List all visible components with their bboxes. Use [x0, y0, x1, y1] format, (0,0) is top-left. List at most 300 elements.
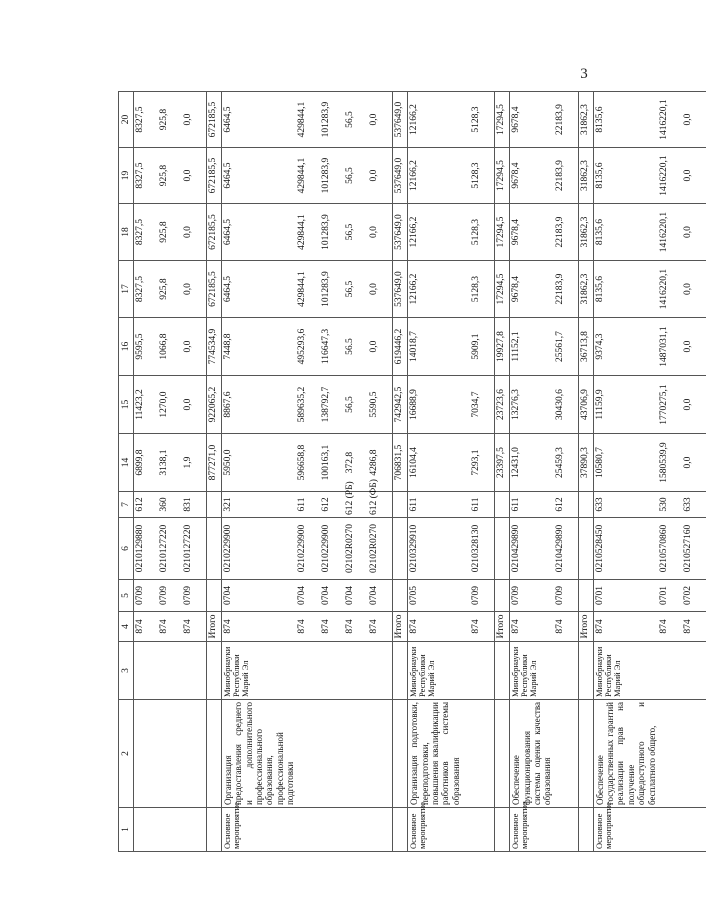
- cell-value: 1487031,1: [658, 318, 682, 376]
- cell-vr: [207, 492, 222, 518]
- cell-value: 9595,5: [134, 318, 159, 376]
- column-header: 14: [119, 434, 134, 492]
- cell-type: [320, 808, 344, 852]
- cell-name: [470, 700, 495, 808]
- cell-rzpr: 0704: [320, 580, 344, 612]
- cell-value: 0,0: [682, 434, 706, 492]
- cell-name: [182, 700, 207, 808]
- cell-value: 56,5: [344, 261, 368, 318]
- cell-rzpr: 0709: [182, 580, 207, 612]
- cell-value: 31862,3: [578, 92, 593, 148]
- table-row: [682, 92, 706, 852]
- cell-value: 1580539,9: [658, 434, 682, 492]
- cell-value: 0,0: [182, 148, 207, 204]
- cell-grbs: 874: [470, 612, 495, 642]
- cell-value: 8135,6: [593, 92, 658, 148]
- total-row: [578, 92, 593, 852]
- cell-executor: [182, 642, 207, 700]
- cell-grbs: Итого: [578, 612, 593, 642]
- cell-value: 8327,5: [134, 148, 159, 204]
- cell-value: 7293,1: [470, 434, 495, 492]
- cell-value: 9678,4: [510, 92, 554, 148]
- page-number: 3: [580, 66, 588, 82]
- cell-rzpr: [393, 580, 408, 612]
- cell-value: 4286,8: [368, 434, 393, 492]
- cell-executor: [344, 642, 368, 700]
- budget-table: [118, 91, 706, 852]
- cell-value: 116647,3: [320, 318, 344, 376]
- cell-value: 537649,0: [393, 261, 408, 318]
- cell-value: 774534,9: [207, 318, 222, 376]
- cell-vr: 611: [510, 492, 554, 518]
- table-row: [158, 92, 182, 852]
- cell-value: 8135,6: [593, 148, 658, 204]
- cell-rzpr: 0701: [658, 580, 682, 612]
- column-header: 19: [119, 148, 134, 204]
- cell-executor: [134, 642, 159, 700]
- cell-type: [682, 808, 706, 852]
- cell-value: 1416220,1: [658, 148, 682, 204]
- rotated-table-container: [118, 92, 693, 852]
- cell-value: 925,8: [158, 204, 182, 261]
- cell-executor: [207, 642, 222, 700]
- cell-value: 596658,8: [296, 434, 320, 492]
- cell-value: 0,0: [368, 204, 393, 261]
- cell-value: 925,8: [158, 92, 182, 148]
- cell-name: [393, 700, 408, 808]
- cell-value: 8135,6: [593, 261, 658, 318]
- cell-rzpr: 0709: [470, 580, 495, 612]
- cell-vr: 612: [554, 492, 579, 518]
- cell-value: 9678,4: [510, 261, 554, 318]
- cell-value: 101283,9: [320, 204, 344, 261]
- table-row: [182, 92, 207, 852]
- cell-value: 742942,5: [393, 376, 408, 434]
- cell-value: 56,5: [344, 148, 368, 204]
- column-header: 20: [119, 92, 134, 148]
- cell-value: 100163,1: [320, 434, 344, 492]
- cell-type: [134, 808, 159, 852]
- cell-value: 37890,3: [578, 434, 593, 492]
- cell-value: 3138,1: [158, 434, 182, 492]
- cell-value: 537649,0: [393, 92, 408, 148]
- cell-value: 429844,1: [296, 204, 320, 261]
- cell-value: 22183,9: [554, 204, 579, 261]
- cell-vr: 611: [408, 492, 471, 518]
- cell-value: 8327,5: [134, 92, 159, 148]
- cell-value: 672185,5: [207, 261, 222, 318]
- cell-type: [207, 808, 222, 852]
- cell-value: 9374,3: [593, 318, 658, 376]
- cell-rzpr: 0709: [134, 580, 159, 612]
- cell-value: 0,0: [182, 92, 207, 148]
- cell-value: 138792,7: [320, 376, 344, 434]
- cell-value: 43706,9: [578, 376, 593, 434]
- cell-value: 0,0: [682, 204, 706, 261]
- cell-type: [658, 808, 682, 852]
- cell-value: 31862,3: [578, 148, 593, 204]
- cell-value: 372,8: [344, 434, 368, 492]
- cell-executor: [158, 642, 182, 700]
- cell-name: Обеспечение функционирования системы оценки качества образования: [510, 700, 554, 808]
- cell-value: 0,0: [368, 318, 393, 376]
- cell-value: 925,8: [158, 148, 182, 204]
- cell-value: 56,5: [344, 376, 368, 434]
- cell-value: 16688,9: [408, 376, 471, 434]
- table-row: [554, 92, 579, 852]
- cell-vr: 360: [158, 492, 182, 518]
- cell-csr: [393, 518, 408, 580]
- cell-csr: 0210127220: [158, 518, 182, 580]
- cell-vr: 611: [470, 492, 495, 518]
- cell-name: [320, 700, 344, 808]
- cell-executor: [658, 642, 682, 700]
- cell-vr: 831: [182, 492, 207, 518]
- cell-value: 22183,9: [554, 92, 579, 148]
- column-header: 6: [119, 518, 134, 580]
- cell-vr: 612: [320, 492, 344, 518]
- cell-value: 877271,0: [207, 434, 222, 492]
- cell-name: [158, 700, 182, 808]
- cell-type: [578, 808, 593, 852]
- cell-executor: Минобрнауки Республики Марий Эл: [510, 642, 554, 700]
- cell-value: 537649,0: [393, 204, 408, 261]
- cell-executor: [578, 642, 593, 700]
- cell-type: [182, 808, 207, 852]
- column-header: 7: [119, 492, 134, 518]
- table-row: [222, 92, 297, 852]
- cell-vr: 611: [296, 492, 320, 518]
- table-row: [593, 92, 658, 852]
- cell-rzpr: [495, 580, 510, 612]
- cell-value: 8327,5: [134, 204, 159, 261]
- cell-value: 12166,2: [408, 92, 471, 148]
- cell-vr: 530: [658, 492, 682, 518]
- cell-value: 5590,5: [368, 376, 393, 434]
- cell-value: 17294,5: [495, 261, 510, 318]
- column-header: 5: [119, 580, 134, 612]
- table-body: [134, 92, 706, 852]
- cell-value: 672185,5: [207, 92, 222, 148]
- column-header: 2: [119, 700, 134, 808]
- cell-value: 11159,9: [593, 376, 658, 434]
- cell-grbs: 874: [682, 612, 706, 642]
- cell-vr: 633: [593, 492, 658, 518]
- cell-value: 10580,7: [593, 434, 658, 492]
- cell-value: 9678,4: [510, 148, 554, 204]
- cell-csr: [207, 518, 222, 580]
- cell-type: [554, 808, 579, 852]
- cell-value: 25561,7: [554, 318, 579, 376]
- cell-value: 6464,5: [222, 148, 297, 204]
- cell-value: 495293,6: [296, 318, 320, 376]
- table-row: [470, 92, 495, 852]
- cell-value: 0,0: [682, 376, 706, 434]
- cell-executor: [554, 642, 579, 700]
- cell-csr: 0210229900: [222, 518, 297, 580]
- cell-vr: 633: [682, 492, 706, 518]
- cell-csr: [495, 518, 510, 580]
- cell-csr: 0210127220: [182, 518, 207, 580]
- cell-grbs: 874: [554, 612, 579, 642]
- cell-vr: 612 (РБ): [344, 492, 368, 518]
- cell-value: 0,0: [368, 92, 393, 148]
- cell-grbs: 874: [368, 612, 393, 642]
- cell-value: 12431,0: [510, 434, 554, 492]
- cell-name: [578, 700, 593, 808]
- cell-grbs: 874: [320, 612, 344, 642]
- cell-csr: 0210129880: [134, 518, 159, 580]
- cell-value: 619446,2: [393, 318, 408, 376]
- table-row: [368, 92, 393, 852]
- cell-value: 0,0: [682, 148, 706, 204]
- cell-csr: 0210570860: [658, 518, 682, 580]
- cell-grbs: 874: [510, 612, 554, 642]
- cell-value: 31862,3: [578, 261, 593, 318]
- cell-type: Основное мероприятие: [222, 808, 297, 852]
- cell-value: 5950,0: [222, 434, 297, 492]
- cell-value: 0,0: [368, 261, 393, 318]
- cell-name: Обеспечение государственных гарантий реализации прав на получение общедоступного и бесплатного общего,: [593, 700, 658, 808]
- cell-csr: [578, 518, 593, 580]
- cell-value: 16104,4: [408, 434, 471, 492]
- cell-value: 9678,4: [510, 204, 554, 261]
- table-row: [344, 92, 368, 852]
- cell-rzpr: 0702: [682, 580, 706, 612]
- cell-executor: [296, 642, 320, 700]
- cell-type: Основное мероприятие: [510, 808, 554, 852]
- cell-value: 8867,6: [222, 376, 297, 434]
- cell-rzpr: 0704: [222, 580, 297, 612]
- cell-rzpr: 0704: [368, 580, 393, 612]
- cell-name: [554, 700, 579, 808]
- column-header: 3: [119, 642, 134, 700]
- cell-type: Основное мероприятие: [408, 808, 471, 852]
- cell-name: [344, 700, 368, 808]
- cell-value: 7034,7: [470, 376, 495, 434]
- cell-csr: 0210229900: [296, 518, 320, 580]
- cell-value: 1770275,1: [658, 376, 682, 434]
- cell-value: 25459,3: [554, 434, 579, 492]
- cell-type: [470, 808, 495, 852]
- cell-value: 11423,2: [134, 376, 159, 434]
- cell-value: 0,0: [682, 92, 706, 148]
- cell-type: [368, 808, 393, 852]
- cell-value: 22183,9: [554, 148, 579, 204]
- cell-value: 17294,5: [495, 204, 510, 261]
- cell-value: 6899,8: [134, 434, 159, 492]
- cell-value: 1416220,1: [658, 204, 682, 261]
- table-row: [510, 92, 554, 852]
- cell-value: 23723,6: [495, 376, 510, 434]
- cell-type: [393, 808, 408, 852]
- cell-executor: [682, 642, 706, 700]
- cell-rzpr: 0705: [408, 580, 471, 612]
- column-header: 15: [119, 376, 134, 434]
- cell-value: 0,0: [182, 376, 207, 434]
- cell-value: 6464,5: [222, 92, 297, 148]
- cell-vr: 612 (ФБ): [368, 492, 393, 518]
- cell-value: 22183,9: [554, 261, 579, 318]
- cell-value: 706831,5: [393, 434, 408, 492]
- cell-rzpr: 0704: [296, 580, 320, 612]
- column-header: 1: [119, 808, 134, 852]
- cell-grbs: Итого: [495, 612, 510, 642]
- column-header: 17: [119, 261, 134, 318]
- total-row: [207, 92, 222, 852]
- cell-vr: 321: [222, 492, 297, 518]
- cell-value: 1416220,1: [658, 261, 682, 318]
- cell-value: 56,5: [344, 92, 368, 148]
- cell-csr: 0210528450: [593, 518, 658, 580]
- cell-value: 14018,7: [408, 318, 471, 376]
- cell-value: 429844,1: [296, 148, 320, 204]
- cell-vr: [495, 492, 510, 518]
- cell-value: 1416220,1: [658, 92, 682, 148]
- cell-grbs: 874: [658, 612, 682, 642]
- cell-grbs: Итого: [207, 612, 222, 642]
- cell-value: 5128,3: [470, 204, 495, 261]
- cell-value: 0,0: [682, 261, 706, 318]
- cell-rzpr: 0701: [593, 580, 658, 612]
- cell-value: 12166,2: [408, 204, 471, 261]
- cell-name: [495, 700, 510, 808]
- cell-value: 56.5: [344, 318, 368, 376]
- cell-rzpr: [207, 580, 222, 612]
- cell-executor: Минобрнауки Республики Марий Эл: [222, 642, 297, 700]
- cell-value: 5128,3: [470, 92, 495, 148]
- cell-value: 17294,5: [495, 92, 510, 148]
- cell-value: 101283,9: [320, 261, 344, 318]
- cell-type: [296, 808, 320, 852]
- total-row: [393, 92, 408, 852]
- cell-value: 429844,1: [296, 261, 320, 318]
- cell-value: 6464,5: [222, 261, 297, 318]
- cell-value: 0,0: [682, 318, 706, 376]
- cell-value: 922065,2: [207, 376, 222, 434]
- table-row: [408, 92, 471, 852]
- cell-value: 6464,5: [222, 204, 297, 261]
- column-header: 16: [119, 318, 134, 376]
- cell-value: 101283,9: [320, 148, 344, 204]
- cell-rzpr: 0704: [344, 580, 368, 612]
- table-row: [296, 92, 320, 852]
- cell-name: [658, 700, 682, 808]
- cell-csr: 0210329910: [408, 518, 471, 580]
- cell-vr: 612: [134, 492, 159, 518]
- cell-grbs: 874: [296, 612, 320, 642]
- cell-rzpr: 0709: [554, 580, 579, 612]
- cell-name: [368, 700, 393, 808]
- cell-value: 0,0: [368, 148, 393, 204]
- cell-value: 5128,3: [470, 148, 495, 204]
- cell-grbs: 874: [344, 612, 368, 642]
- header-row: [119, 92, 134, 852]
- cell-name: Организация предоставления среднего и дополнительного профессионального образования, профессиональной подготовки: [222, 700, 297, 808]
- cell-value: 23397,5: [495, 434, 510, 492]
- cell-name: Организация подготовки, переподготовки, повышения квалификации работников системы образования: [408, 700, 471, 808]
- column-header: 4: [119, 612, 134, 642]
- cell-value: 1270,0: [158, 376, 182, 434]
- cell-grbs: 874: [408, 612, 471, 642]
- column-header: 18: [119, 204, 134, 261]
- cell-type: [158, 808, 182, 852]
- cell-value: 0,0: [182, 318, 207, 376]
- cell-value: 8327,5: [134, 261, 159, 318]
- cell-grbs: 874: [134, 612, 159, 642]
- cell-name: [207, 700, 222, 808]
- cell-value: 13276,3: [510, 376, 554, 434]
- cell-value: 30430,6: [554, 376, 579, 434]
- cell-value: 0,0: [182, 261, 207, 318]
- cell-executor: Минобрнауки Республики Марий Эл: [593, 642, 658, 700]
- cell-grbs: 874: [593, 612, 658, 642]
- cell-executor: [495, 642, 510, 700]
- cell-value: 12166,2: [408, 148, 471, 204]
- cell-value: 5128,3: [470, 261, 495, 318]
- cell-name: [134, 700, 159, 808]
- cell-value: 11152,1: [510, 318, 554, 376]
- table-row: [658, 92, 682, 852]
- cell-name: [682, 700, 706, 808]
- cell-executor: Минобрнауки Республики Марий Эл: [408, 642, 471, 700]
- cell-csr: 02102R0270: [368, 518, 393, 580]
- cell-rzpr: 0709: [510, 580, 554, 612]
- cell-value: 429844,1: [296, 92, 320, 148]
- cell-executor: [393, 642, 408, 700]
- cell-value: 19927,8: [495, 318, 510, 376]
- cell-value: 1066,8: [158, 318, 182, 376]
- cell-value: 36713,8: [578, 318, 593, 376]
- cell-name: [296, 700, 320, 808]
- table-row: [134, 92, 159, 852]
- cell-csr: 0210429890: [510, 518, 554, 580]
- cell-grbs: 874: [222, 612, 297, 642]
- cell-value: 101283,9: [320, 92, 344, 148]
- cell-rzpr: 0709: [158, 580, 182, 612]
- cell-value: 672185,5: [207, 204, 222, 261]
- cell-value: 12166,2: [408, 261, 471, 318]
- cell-type: Основное мероприятие: [593, 808, 658, 852]
- cell-value: 537649,0: [393, 148, 408, 204]
- cell-value: 589635,2: [296, 376, 320, 434]
- table-row: [320, 92, 344, 852]
- cell-csr: 0210229900: [320, 518, 344, 580]
- cell-vr: [578, 492, 593, 518]
- cell-value: 925,8: [158, 261, 182, 318]
- cell-executor: [368, 642, 393, 700]
- cell-csr: 0210328130: [470, 518, 495, 580]
- cell-value: 56,5: [344, 204, 368, 261]
- cell-value: 5909,1: [470, 318, 495, 376]
- total-row: [495, 92, 510, 852]
- cell-executor: [470, 642, 495, 700]
- cell-vr: [393, 492, 408, 518]
- cell-value: 0,0: [182, 204, 207, 261]
- cell-rzpr: [578, 580, 593, 612]
- cell-value: 672185,5: [207, 148, 222, 204]
- cell-value: 31862,3: [578, 204, 593, 261]
- cell-grbs: Итого: [393, 612, 408, 642]
- cell-value: 17294,5: [495, 148, 510, 204]
- cell-value: 8135,6: [593, 204, 658, 261]
- cell-executor: [320, 642, 344, 700]
- cell-csr: 0210527160: [682, 518, 706, 580]
- cell-type: [495, 808, 510, 852]
- cell-csr: 02102R0270: [344, 518, 368, 580]
- cell-value: 1,9: [182, 434, 207, 492]
- cell-value: 7448,8: [222, 318, 297, 376]
